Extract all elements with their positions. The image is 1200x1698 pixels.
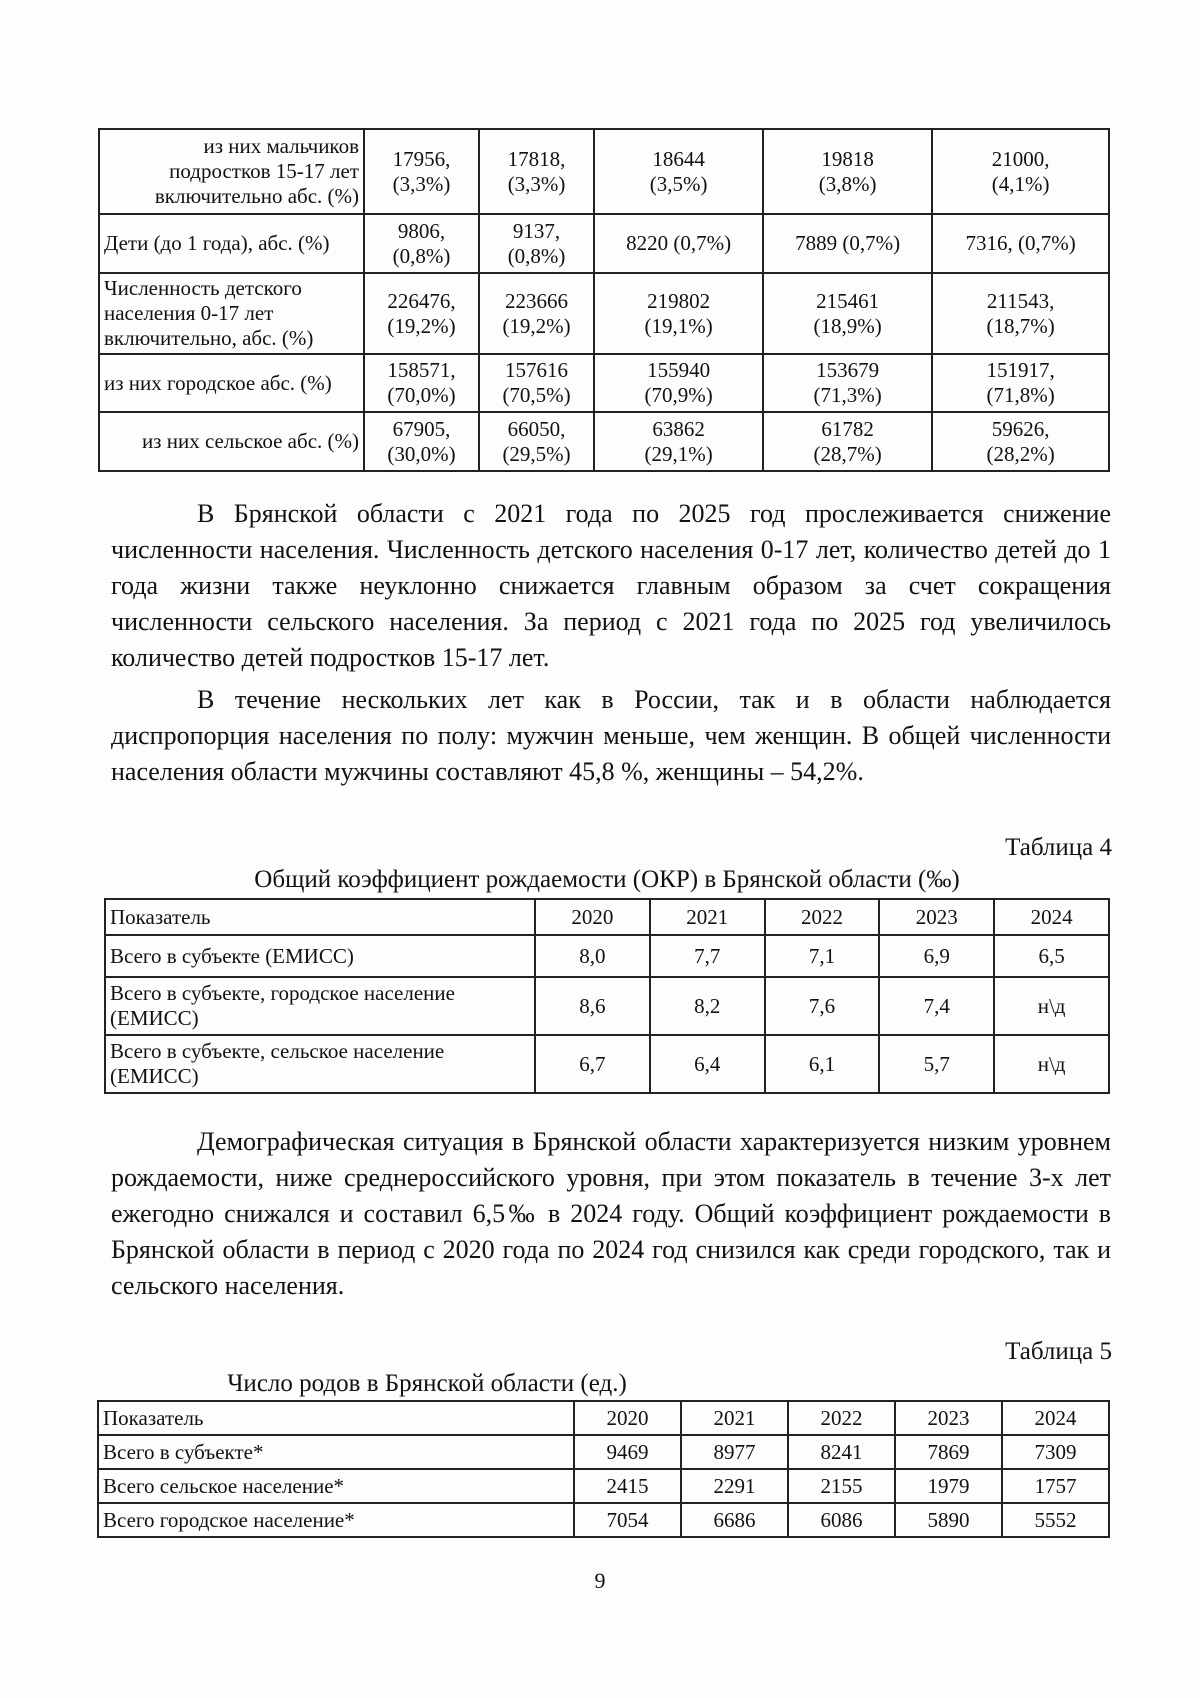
row-label: Всего в субъекте, сельское население (ЕМИСС) [105, 1035, 535, 1093]
table-row [105, 1035, 1109, 1093]
table-cell: 5552 [1002, 1503, 1109, 1537]
table-cell: 8,2 [650, 977, 765, 1035]
table-cell: 6086 [788, 1503, 895, 1537]
table-cell: 63862 (29,1%) [594, 412, 763, 471]
table-row [99, 273, 1109, 354]
table-cell: 223666 (19,2%) [479, 273, 594, 354]
table-cell: 155940 (70,9%) [594, 354, 763, 412]
table-cell: 17818, (3,3%) [479, 129, 594, 214]
table-cell: 7,6 [765, 977, 880, 1035]
table-cell: 8,6 [535, 977, 650, 1035]
table-cell: 7869 [895, 1435, 1002, 1469]
table-cell: 215461 (18,9%) [763, 273, 932, 354]
row-label: из них сельское абс. (%) [99, 412, 364, 471]
table-cell: 7316, (0,7%) [932, 214, 1109, 273]
table-cell: 8977 [681, 1435, 788, 1469]
row-label: Дети (до 1 года), абс. (%) [99, 214, 364, 273]
table-cell: н\д [994, 977, 1109, 1035]
table-header-row [105, 899, 1109, 935]
table-header-row [98, 1401, 1109, 1435]
row-label: Численность детского населения 0-17 лет включительно, абс. (%) [99, 273, 364, 354]
table4-caption: Общий коэффициент рождаемости (ОКР) в Брянской области (‰) [254, 866, 960, 893]
row-label: Всего в субъекте (ЕМИСС) [105, 935, 535, 977]
table-cell: 2415 [574, 1469, 681, 1503]
table-cell: 17956, (3,3%) [364, 129, 479, 214]
table-row [98, 1503, 1109, 1537]
table-cell: 157616 (70,5%) [479, 354, 594, 412]
table-cell: 1757 [1002, 1469, 1109, 1503]
table-cell: 19818 (3,8%) [763, 129, 932, 214]
row-label: из них мальчиков подростков 15-17 лет включительно абс. (%) [99, 129, 364, 214]
table-cell: н\д [994, 1035, 1109, 1093]
column-header: 2023 [895, 1401, 1002, 1435]
table-cell: 6,1 [765, 1035, 880, 1093]
table-cell: 219802 (19,1%) [594, 273, 763, 354]
birth-rate-table [104, 898, 1110, 1094]
row-label: Всего в субъекте, городское население (ЕМИСС) [105, 977, 535, 1035]
table-cell: 6686 [681, 1503, 788, 1537]
table-cell: 6,4 [650, 1035, 765, 1093]
children-population-table [98, 128, 1110, 472]
table-row [98, 1435, 1109, 1469]
column-header: Показатель [105, 899, 535, 935]
table-cell: 153679 (71,3%) [763, 354, 932, 412]
table-row [105, 935, 1109, 977]
table-cell: 6,5 [994, 935, 1109, 977]
row-label: Всего сельское население* [98, 1469, 574, 1503]
table-cell: 7,4 [879, 977, 994, 1035]
table-cell: 5890 [895, 1503, 1002, 1537]
table-cell: 7309 [1002, 1435, 1109, 1469]
row-label: Всего городское население* [98, 1503, 574, 1537]
row-label: из них городское абс. (%) [99, 354, 364, 412]
paragraph-gender-disproportion: В течение нескольких лет как в России, так и в области наблюдается диспропорция населения по полу: мужчин меньше, чем женщин. В общей численности населения области мужчины составляют 45,8 %, женщины – 54,2%. [111, 685, 1111, 786]
column-header: 2020 [535, 899, 650, 935]
column-header: 2022 [788, 1401, 895, 1435]
table-cell: 158571, (70,0%) [364, 354, 479, 412]
table-row [105, 977, 1109, 1035]
table5-number: Таблица 5 [1005, 1338, 1112, 1365]
table-row [99, 214, 1109, 273]
table-cell: 9137, (0,8%) [479, 214, 594, 273]
table-cell: 66050, (29,5%) [479, 412, 594, 471]
table-cell: 7054 [574, 1503, 681, 1537]
column-header: 2022 [765, 899, 880, 935]
table-cell: 8241 [788, 1435, 895, 1469]
table5-caption: Число родов в Брянской области (ед.) [227, 1370, 627, 1397]
table-cell: 5,7 [879, 1035, 994, 1093]
table-cell: 6,9 [879, 935, 994, 977]
table-cell: 2291 [681, 1469, 788, 1503]
births-count-table [97, 1400, 1110, 1538]
table-cell: 7,7 [650, 935, 765, 977]
row-label: Всего в субъекте* [98, 1435, 574, 1469]
table-cell: 67905, (30,0%) [364, 412, 479, 471]
column-header: 2021 [681, 1401, 788, 1435]
table-cell: 8,0 [535, 935, 650, 977]
column-header: 2020 [574, 1401, 681, 1435]
table-cell: 9469 [574, 1435, 681, 1469]
column-header: 2024 [994, 899, 1109, 935]
table-cell: 151917, (71,8%) [932, 354, 1109, 412]
column-header: 2023 [879, 899, 994, 935]
table4-number: Таблица 4 [1005, 834, 1112, 861]
table-cell: 7889 (0,7%) [763, 214, 932, 273]
table-row [99, 354, 1109, 412]
table-cell: 7,1 [765, 935, 880, 977]
table-cell: 18644 (3,5%) [594, 129, 763, 214]
table-cell: 6,7 [535, 1035, 650, 1093]
paragraph-population-decline: В Брянской области с 2021 года по 2025 год прослеживается снижение численности населения. Численность детского населения 0-17 лет, количество детей до 1 года жизни также неуклонно снижается главным образом за счет сокращения численности сельского населения. За период с 2021 года по 2025 год увеличилось количество детей подростков 15-17 лет. [111, 499, 1111, 672]
page-number: 9 [594, 1568, 606, 1593]
table-cell: 2155 [788, 1469, 895, 1503]
column-header: 2021 [650, 899, 765, 935]
table-cell: 211543, (18,7%) [932, 273, 1109, 354]
paragraph-demographic-situation: Демографическая ситуация в Брянской области характеризуется низким уровнем рождаемости, ниже среднероссийского уровня, при этом показатель в течение 3-х лет ежегодно снижался и составил 6,5‰ в 2024 году. Общий коэффициент рождаемости в Брянской области в период с 2020 года по 2024 год снизился как среди городского, так и сельского населения. [111, 1127, 1111, 1300]
table-cell: 61782 (28,7%) [763, 412, 932, 471]
table-row [99, 129, 1109, 214]
table-cell: 1979 [895, 1469, 1002, 1503]
column-header: Показатель [98, 1401, 574, 1435]
table-cell: 59626, (28,2%) [932, 412, 1109, 471]
table-cell: 9806, (0,8%) [364, 214, 479, 273]
table-cell: 8220 (0,7%) [594, 214, 763, 273]
table-row [99, 412, 1109, 471]
table-row [98, 1469, 1109, 1503]
table-cell: 21000, (4,1%) [932, 129, 1109, 214]
table-cell: 226476, (19,2%) [364, 273, 479, 354]
column-header: 2024 [1002, 1401, 1109, 1435]
